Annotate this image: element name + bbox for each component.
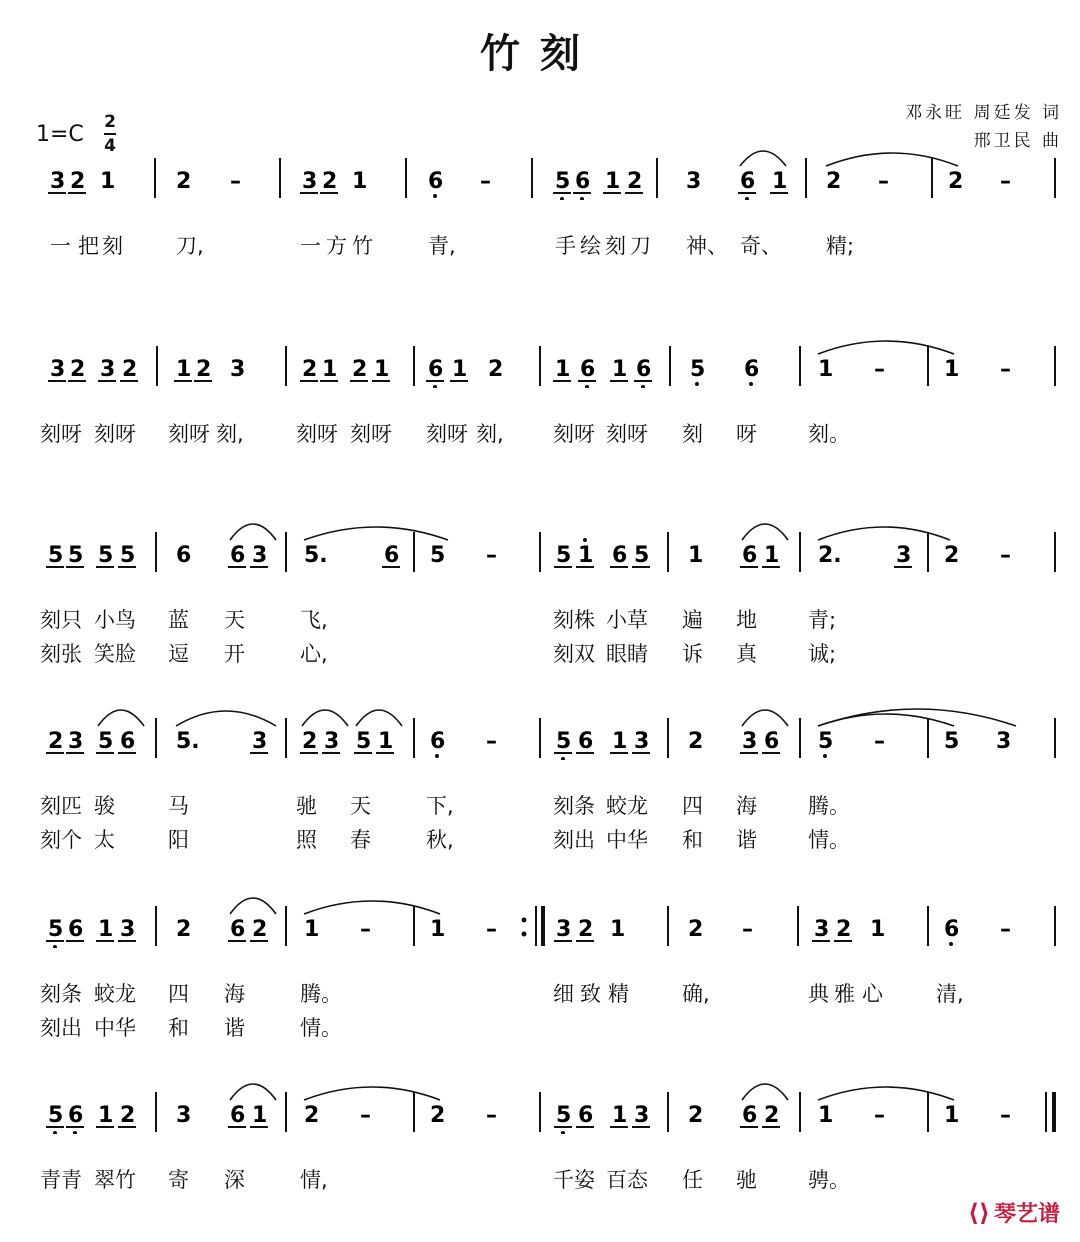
note: 5 <box>556 543 572 568</box>
lyric-syllable: 骋。 <box>808 1168 850 1192</box>
octave-dot <box>561 1131 565 1134</box>
lyric-syllable: 刀, <box>176 234 204 258</box>
lyric-syllable: 奇、 <box>740 234 782 258</box>
lyric-syllable: 中华 <box>606 828 648 852</box>
note: – <box>360 1103 371 1128</box>
lyric-syllable: 四 <box>168 982 189 1006</box>
note: 3 <box>634 1103 650 1128</box>
lyric-syllable: 一 <box>300 234 321 258</box>
stave-6 <box>0 1064 1080 1134</box>
lyric-syllable: 眼睛 <box>606 642 648 666</box>
lyric-syllable: 青; <box>808 608 837 632</box>
stave-5 <box>0 878 1080 948</box>
slur-arc <box>826 153 958 166</box>
stave-3 <box>0 504 1080 574</box>
note: – <box>874 1103 885 1128</box>
note: 5 <box>430 543 446 568</box>
octave-dot <box>435 754 439 758</box>
note: 1 <box>374 357 390 382</box>
composer-credit: 邢卫民 曲 <box>973 131 1062 151</box>
note: 1 <box>100 169 116 194</box>
lyric-syllable: 刻出 <box>40 1016 82 1040</box>
lyric-syllable: 下, <box>426 794 454 818</box>
lyric-syllable: 翠竹 <box>94 1168 136 1192</box>
octave-dot <box>695 382 699 386</box>
note: 2 <box>688 1103 704 1128</box>
note: 2 <box>252 917 268 942</box>
lyric-syllable: 照 <box>296 828 317 852</box>
slur-arc <box>356 710 402 726</box>
octave-dot <box>561 757 565 760</box>
note: 5 <box>68 543 84 568</box>
note: 3 <box>120 917 136 942</box>
lyric-syllable: 刻出 <box>553 828 595 852</box>
note: 2 <box>578 917 594 942</box>
note: 5 <box>48 1103 64 1128</box>
note: 5 <box>944 729 960 754</box>
slur-arc <box>230 1084 276 1100</box>
note: 3 <box>50 357 66 382</box>
lyric-syllable: 把 <box>78 234 99 258</box>
note: 2 <box>70 357 86 382</box>
lyric-syllable: 遍 <box>682 608 703 632</box>
lyric-syllable: 刻, <box>216 422 244 446</box>
note: 3 <box>556 917 572 942</box>
note: – <box>1000 357 1011 382</box>
lyric-syllable: 诉 <box>682 642 703 666</box>
lyric-syllable: 神、 <box>686 234 728 258</box>
note: 1 <box>612 729 628 754</box>
lyric-syllable: 手 <box>555 234 576 258</box>
note: 5 <box>120 543 136 568</box>
note: 3 <box>50 169 66 194</box>
lyric-syllable: 谐 <box>224 1016 245 1040</box>
lyric-syllable: 真 <box>736 642 757 666</box>
lyric-syllable: 致 <box>580 982 601 1006</box>
note: 1 <box>818 357 834 382</box>
lyric-syllable: 精 <box>608 982 629 1006</box>
note: – <box>360 917 371 942</box>
lyric-syllable: 笑脸 <box>94 642 136 666</box>
note: 2 <box>764 1103 780 1128</box>
lyric-syllable: 四 <box>682 794 703 818</box>
note: – <box>742 917 753 942</box>
octave-dot <box>749 382 753 386</box>
octave-dot <box>583 538 587 542</box>
note: 2 <box>304 1103 320 1128</box>
lyric-syllable: 阳 <box>168 828 189 852</box>
repeat-dot <box>522 932 527 937</box>
lyric-syllable: 刻呀 <box>168 422 210 446</box>
lyricist-credit: 邓永旺 周廷发 词 <box>905 103 1062 123</box>
lyric-syllable: 小鸟 <box>94 608 136 632</box>
lyric-syllable: 刻, <box>476 422 504 446</box>
note: 1 <box>304 917 320 942</box>
lyric-syllable: 刻。 <box>808 422 850 446</box>
note: – <box>1000 543 1011 568</box>
note: 6 <box>744 357 760 382</box>
note: 6 <box>68 917 84 942</box>
slur-arc <box>230 898 276 914</box>
note: – <box>486 729 497 754</box>
lyric-syllable: 蛟龙 <box>606 794 648 818</box>
lyric-syllable: 飞, <box>300 608 328 632</box>
lyric-syllable: 方 <box>326 234 347 258</box>
note: 1 <box>98 917 114 942</box>
note: 2 <box>322 169 338 194</box>
note: 6 <box>68 1103 84 1128</box>
lyric-syllable: 心, <box>300 642 328 666</box>
note: 6 <box>612 543 628 568</box>
lyric-syllable: 和 <box>682 828 703 852</box>
stave-4 <box>0 690 1080 760</box>
lyric-syllable: 和 <box>168 1016 189 1040</box>
note: 6 <box>742 1103 758 1128</box>
note: 1 <box>322 357 338 382</box>
lyric-syllable: 青青 <box>40 1168 82 1192</box>
lyric-syllable: 刻呀 <box>606 422 648 446</box>
note: 6 <box>578 1103 594 1128</box>
lyric-syllable: 寄 <box>168 1168 189 1192</box>
note: 6 <box>230 917 246 942</box>
note: 2 <box>120 1103 136 1128</box>
song-title: 竹刻 <box>480 31 600 77</box>
note: 3 <box>634 729 650 754</box>
note: 5 <box>690 357 706 382</box>
lyric-syllable: 千姿 <box>553 1168 595 1192</box>
octave-dot <box>949 942 953 946</box>
lyric-syllable: 呀 <box>736 422 757 446</box>
note: 2 <box>48 729 64 754</box>
slur-arc <box>818 1087 954 1100</box>
note: 3 <box>252 543 268 568</box>
note: 2 <box>352 357 368 382</box>
note: 1 <box>352 169 368 194</box>
note: 1 <box>176 357 192 382</box>
slur-arc <box>818 341 954 354</box>
note: – <box>878 169 889 194</box>
note: 1 <box>98 1103 114 1128</box>
note: 3 <box>324 729 340 754</box>
octave-dot <box>823 754 827 758</box>
repeat-dot <box>522 918 527 923</box>
lyric-syllable: 任 <box>682 1168 703 1192</box>
slur-arc <box>230 524 276 540</box>
lyric-syllable: 精; <box>826 234 855 258</box>
lyric-syllable: 青, <box>428 234 456 258</box>
lyric-syllable: 地 <box>736 608 757 632</box>
note: 2 <box>122 357 138 382</box>
lyric-syllable: 一 <box>50 234 71 258</box>
octave-dot <box>433 194 437 198</box>
note: 6 <box>428 357 444 382</box>
lyric-syllable: 百态 <box>606 1168 648 1192</box>
note: 5 <box>634 543 650 568</box>
note: 5. <box>304 543 328 568</box>
stave-2 <box>0 318 1080 388</box>
lyric-syllable: 刻 <box>605 234 626 258</box>
stave-1 <box>0 130 1080 200</box>
note: 6 <box>428 169 444 194</box>
octave-dot <box>641 385 645 388</box>
slur-arc <box>740 151 786 166</box>
note: 3 <box>230 357 246 382</box>
slur-arc <box>818 527 950 540</box>
lyric-syllable: 清, <box>936 982 964 1006</box>
note: 2 <box>70 169 86 194</box>
note: 3 <box>68 729 84 754</box>
note: 5 <box>555 169 571 194</box>
lyric-syllable: 情, <box>300 1168 328 1192</box>
lyric-syllable: 春 <box>350 828 371 852</box>
note: 3 <box>100 357 116 382</box>
lyric-syllable: 天 <box>224 608 245 632</box>
note: 5. <box>176 729 200 754</box>
octave-dot <box>433 385 437 388</box>
note: 2 <box>302 729 318 754</box>
note: 6 <box>230 1103 246 1128</box>
note: 6 <box>120 729 136 754</box>
lyric-syllable: 绘 <box>580 234 601 258</box>
lyric-syllable: 蛟龙 <box>94 982 136 1006</box>
octave-dot <box>560 197 564 200</box>
note: 3 <box>302 169 318 194</box>
note: – <box>874 729 885 754</box>
lyric-syllable: 心 <box>862 982 883 1006</box>
lyric-syllable: 竹 <box>352 234 373 258</box>
note: 1 <box>818 1103 834 1128</box>
slur-arc <box>742 1084 788 1100</box>
note: 6 <box>176 543 192 568</box>
slur-arc <box>818 714 954 726</box>
lyric-syllable: 刻 <box>682 422 703 446</box>
note: 6 <box>430 729 446 754</box>
slur-arc <box>304 901 440 914</box>
note: 3 <box>686 169 702 194</box>
octave-dot <box>73 1131 77 1134</box>
note: 3 <box>996 729 1012 754</box>
note: 2 <box>944 543 960 568</box>
note: 2 <box>302 357 318 382</box>
note: 2 <box>176 169 192 194</box>
note: – <box>486 543 497 568</box>
lyric-syllable: 刻呀 <box>94 422 136 446</box>
note: 2 <box>688 917 704 942</box>
note: 6 <box>764 729 780 754</box>
note: 6 <box>575 169 591 194</box>
note: 6 <box>580 357 596 382</box>
lyric-syllable: 情。 <box>808 828 850 852</box>
note: 6 <box>384 543 400 568</box>
note: 5 <box>818 729 834 754</box>
note: 2 <box>488 357 504 382</box>
octave-dot <box>53 945 57 948</box>
lyric-syllable: 驰 <box>736 1168 757 1192</box>
note: 2 <box>430 1103 446 1128</box>
lyric-syllable: 腾。 <box>300 982 342 1006</box>
slur-arc <box>304 1087 440 1100</box>
watermark-text: 琴艺谱 <box>993 1202 1060 1227</box>
note: 1 <box>605 169 621 194</box>
note: – <box>480 169 491 194</box>
note: – <box>1000 917 1011 942</box>
key-signature: 1=C <box>36 122 84 147</box>
lyric-syllable: 情。 <box>300 1016 342 1040</box>
lyric-syllable: 海 <box>224 982 245 1006</box>
note: 2 <box>176 917 192 942</box>
lyric-syllable: 马 <box>168 794 189 818</box>
note: 1 <box>870 917 886 942</box>
note: 2 <box>688 729 704 754</box>
note: – <box>230 169 241 194</box>
note: 2 <box>948 169 964 194</box>
note: – <box>486 1103 497 1128</box>
note: 1 <box>764 543 780 568</box>
note: – <box>1000 1103 1011 1128</box>
note: 5 <box>98 543 114 568</box>
note: 2 <box>627 169 643 194</box>
lyric-syllable: 深 <box>224 1168 245 1192</box>
lyric-syllable: 小草 <box>606 608 648 632</box>
lyric-syllable: 刻呀 <box>426 422 468 446</box>
lyric-syllable: 刻 <box>102 234 123 258</box>
slur-arc <box>302 710 348 726</box>
note: 1 <box>555 357 571 382</box>
note: 3 <box>896 543 912 568</box>
lyric-syllable: 刻呀 <box>350 422 392 446</box>
lyric-syllable: 腾。 <box>808 794 850 818</box>
lyric-syllable: 雅 <box>834 982 855 1006</box>
lyric-syllable: 天 <box>350 794 371 818</box>
lyric-syllable: 刻呀 <box>553 422 595 446</box>
note: 6 <box>740 169 756 194</box>
slur-arc <box>304 527 448 540</box>
note: 6 <box>944 917 960 942</box>
lyric-syllable: 太 <box>94 828 115 852</box>
lyric-syllable: 刻呀 <box>296 422 338 446</box>
lyric-syllable: 典 <box>808 982 829 1006</box>
note: 6 <box>636 357 652 382</box>
slur-arc <box>98 710 144 726</box>
lyric-syllable: 刻条 <box>40 982 82 1006</box>
lyric-syllable: 确, <box>682 982 710 1006</box>
note: 1 <box>578 543 594 568</box>
lyric-syllable: 刻株 <box>553 608 595 632</box>
note: – <box>1000 169 1011 194</box>
watermark-logo <box>968 1197 1060 1228</box>
note: 3 <box>252 729 268 754</box>
note: 6 <box>742 543 758 568</box>
note: 1 <box>944 357 960 382</box>
note: – <box>486 917 497 942</box>
note: 2 <box>836 917 852 942</box>
note: 1 <box>772 169 788 194</box>
lyric-syllable: 骏 <box>94 794 115 818</box>
lyric-syllable: 刻呀 <box>40 422 82 446</box>
note: 1 <box>688 543 704 568</box>
lyric-syllable: 谐 <box>736 828 757 852</box>
lyric-syllable: 蓝 <box>168 608 189 632</box>
lyric-syllable: 刀 <box>630 234 651 258</box>
note: 3 <box>814 917 830 942</box>
lyric-syllable: 细 <box>553 982 574 1006</box>
note: 1 <box>612 357 628 382</box>
note: 3 <box>742 729 758 754</box>
note: 1 <box>452 357 468 382</box>
note: 5 <box>556 1103 572 1128</box>
time-signature-top: 2 <box>104 112 116 132</box>
lyric-syllable: 逗 <box>168 642 189 666</box>
note: 2 <box>196 357 212 382</box>
slur-arc <box>742 524 788 540</box>
lyric-syllable: 诚; <box>808 642 837 666</box>
slur-arc <box>176 711 276 726</box>
note: 2 <box>826 169 842 194</box>
note: – <box>874 357 885 382</box>
note: 6 <box>578 729 594 754</box>
lyric-syllable: 刻张 <box>40 642 82 666</box>
note: 5 <box>48 543 64 568</box>
octave-dot <box>53 1131 57 1134</box>
lyric-syllable: 驰 <box>296 794 317 818</box>
note: 5 <box>556 729 572 754</box>
slur-arc <box>742 710 788 726</box>
note: 3 <box>176 1103 192 1128</box>
lyric-syllable: 刻只 <box>40 608 82 632</box>
lyric-syllable: 刻条 <box>553 794 595 818</box>
lyric-syllable: 中华 <box>94 1016 136 1040</box>
logo-icon: ⟨⟩ <box>968 1198 990 1227</box>
octave-dot <box>745 197 749 200</box>
note: 1 <box>378 729 394 754</box>
note: 5 <box>356 729 372 754</box>
note: 1 <box>430 917 446 942</box>
note: 1 <box>944 1103 960 1128</box>
octave-dot <box>580 197 584 200</box>
note: 1 <box>612 1103 628 1128</box>
time-signature-bottom: 4 <box>104 136 116 156</box>
note: 5 <box>98 729 114 754</box>
note: 1 <box>610 917 626 942</box>
note: 2. <box>818 543 842 568</box>
lyric-syllable: 秋, <box>426 828 454 852</box>
note: 1 <box>252 1103 268 1128</box>
lyric-syllable: 开 <box>224 642 245 666</box>
octave-dot <box>585 385 589 388</box>
note: 6 <box>230 543 246 568</box>
note: 5 <box>48 917 64 942</box>
lyric-syllable: 刻匹 <box>40 794 82 818</box>
lyric-syllable: 刻双 <box>553 642 595 666</box>
lyric-syllable: 海 <box>736 794 757 818</box>
lyric-syllable: 刻个 <box>40 828 82 852</box>
